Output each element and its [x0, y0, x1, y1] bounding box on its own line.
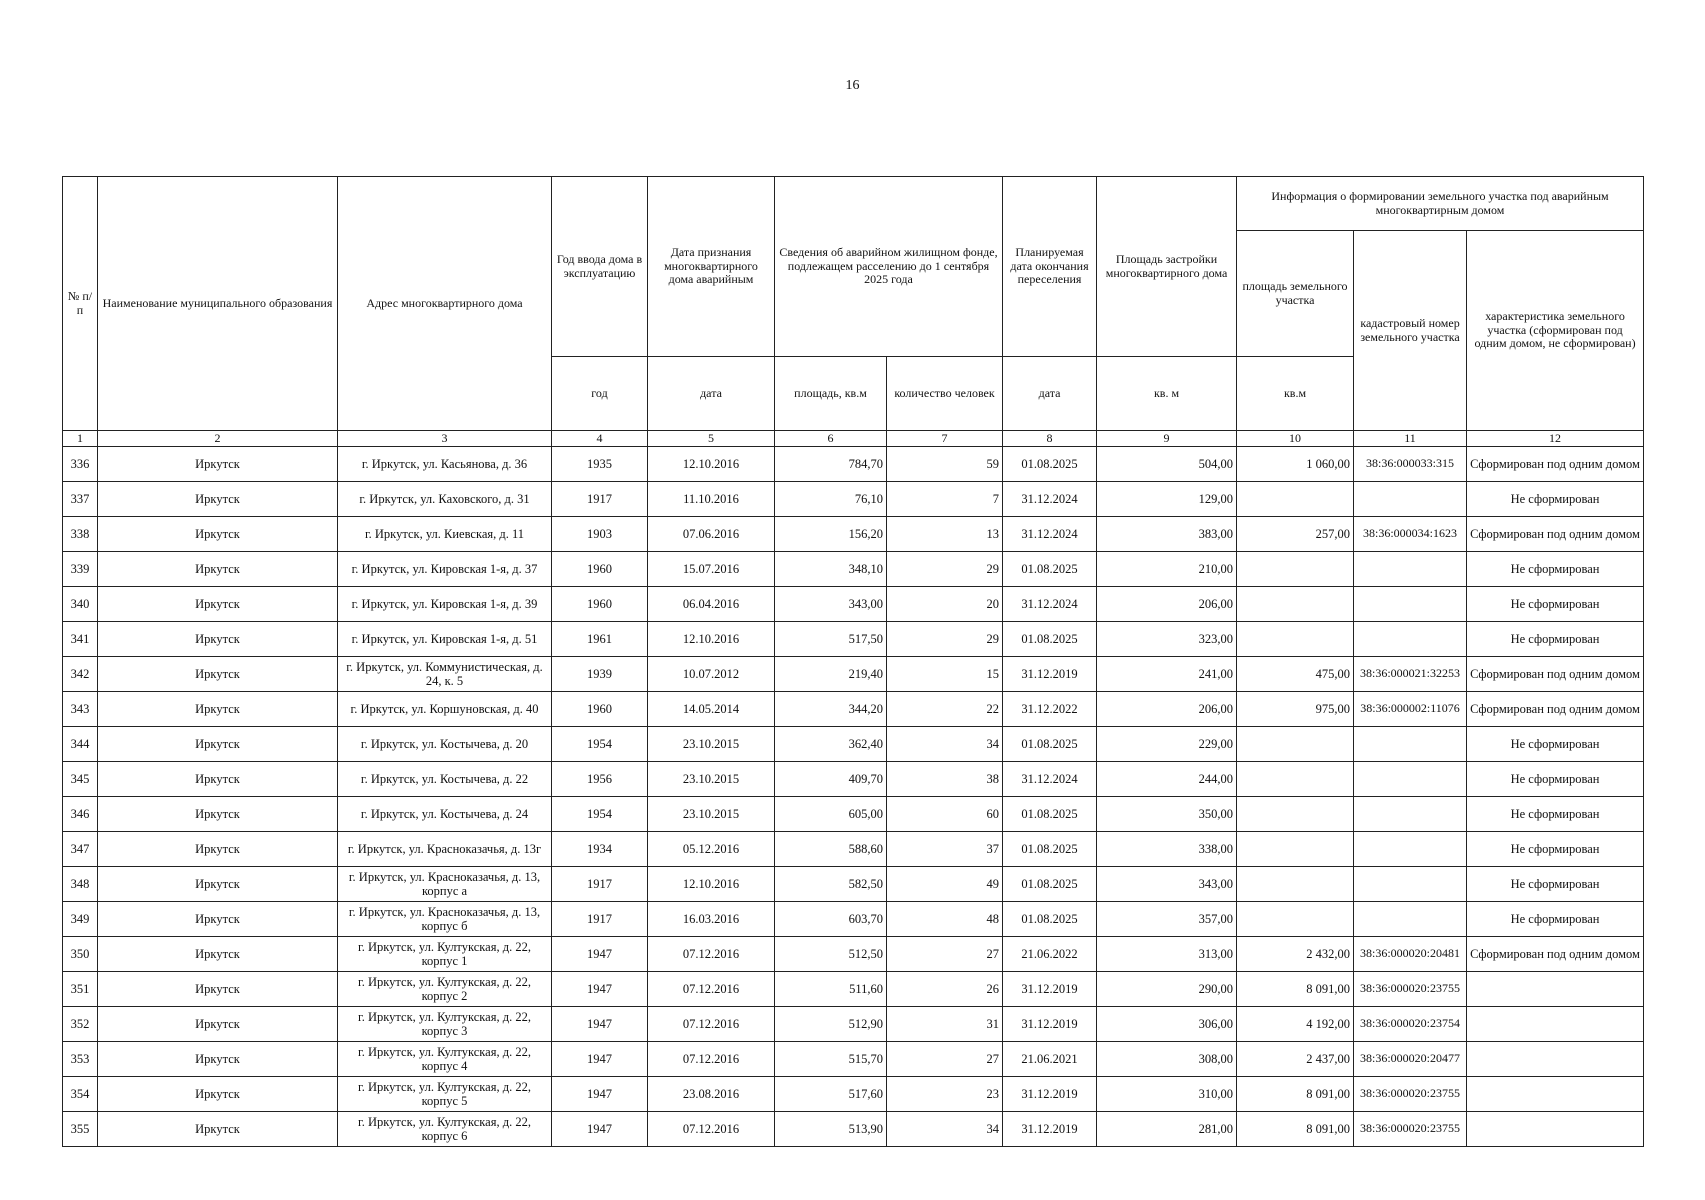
cell-people: 31 — [887, 1007, 1003, 1042]
cell-people: 29 — [887, 552, 1003, 587]
header-build-area: Площадь застройки многоквартирного дома — [1097, 177, 1237, 357]
cell-address: г. Иркутск, ул. Коммунистическая, д. 24, к. 5 — [338, 657, 552, 692]
cell-people: 26 — [887, 972, 1003, 1007]
cell-land-char: Сформирован под одним домом — [1467, 657, 1644, 692]
cell-people: 38 — [887, 762, 1003, 797]
cell-cadastral — [1354, 762, 1467, 797]
cell-address: г. Иркутск, ул. Красноказачья, д. 13, корпус а — [338, 867, 552, 902]
cell-planned-date: 31.12.2019 — [1003, 1007, 1097, 1042]
cell-build-area: 308,00 — [1097, 1042, 1237, 1077]
cell-land-char: Не сформирован — [1467, 727, 1644, 762]
cell-num: 352 — [63, 1007, 98, 1042]
cell-year-built: 1954 — [552, 727, 648, 762]
cell-date-emergency: 12.10.2016 — [648, 622, 775, 657]
cell-planned-date: 01.08.2025 — [1003, 867, 1097, 902]
table-body — [63, 447, 1644, 1147]
column-number: 8 — [1003, 431, 1097, 447]
cell-address: г. Иркутск, ул. Кировская 1-я, д. 39 — [338, 587, 552, 622]
cell-cadastral — [1354, 482, 1467, 517]
cell-date-emergency: 16.03.2016 — [648, 902, 775, 937]
cell-municipality: Иркутск — [98, 937, 338, 972]
cell-people: 37 — [887, 832, 1003, 867]
cell-num: 341 — [63, 622, 98, 657]
cell-land-area: 2 432,00 — [1237, 937, 1354, 972]
header-year-built: Год ввода дома в эксплуатацию — [552, 177, 648, 357]
cell-num: 346 — [63, 797, 98, 832]
column-number-row — [63, 431, 1644, 447]
cell-year-built: 1960 — [552, 692, 648, 727]
cell-municipality: Иркутск — [98, 972, 338, 1007]
cell-num: 353 — [63, 1042, 98, 1077]
header-num: № п/п — [63, 177, 98, 431]
cell-planned-date: 01.08.2025 — [1003, 727, 1097, 762]
cell-land-char: Не сформирован — [1467, 622, 1644, 657]
cell-people: 48 — [887, 902, 1003, 937]
cell-year-built: 1956 — [552, 762, 648, 797]
header-municipality: Наименование муниципального образования — [98, 177, 338, 431]
cell-year-built: 1960 — [552, 552, 648, 587]
cell-area: 517,60 — [775, 1077, 887, 1112]
cell-land-area: 4 192,00 — [1237, 1007, 1354, 1042]
cell-people: 34 — [887, 1112, 1003, 1147]
cell-planned-date: 21.06.2022 — [1003, 937, 1097, 972]
cell-num: 351 — [63, 972, 98, 1007]
cell-land-area — [1237, 587, 1354, 622]
cell-date-emergency: 23.08.2016 — [648, 1077, 775, 1112]
header-unit-year: год — [552, 357, 648, 431]
cell-build-area: 313,00 — [1097, 937, 1237, 972]
cell-planned-date: 31.12.2019 — [1003, 1112, 1097, 1147]
cell-land-area: 2 437,00 — [1237, 1042, 1354, 1077]
cell-municipality: Иркутск — [98, 482, 338, 517]
cell-date-emergency: 07.12.2016 — [648, 1042, 775, 1077]
cell-planned-date: 31.12.2024 — [1003, 762, 1097, 797]
cell-planned-date: 01.08.2025 — [1003, 797, 1097, 832]
cell-land-char: Сформирован под одним домом — [1467, 692, 1644, 727]
cell-people: 23 — [887, 1077, 1003, 1112]
cell-area: 588,60 — [775, 832, 887, 867]
cell-area: 343,00 — [775, 587, 887, 622]
header-land-char: характеристика земельного участка (сформирован под одним домом, не сформирован) — [1467, 231, 1644, 431]
cell-year-built: 1939 — [552, 657, 648, 692]
cell-cadastral: 38:36:000033:315 — [1354, 447, 1467, 482]
cell-address: г. Иркутск, ул. Култукская, д. 22, корпус 2 — [338, 972, 552, 1007]
cell-cadastral — [1354, 587, 1467, 622]
table-row — [63, 1077, 1644, 1112]
cell-year-built: 1947 — [552, 1007, 648, 1042]
column-number: 12 — [1467, 431, 1644, 447]
cell-land-area — [1237, 867, 1354, 902]
cell-cadastral — [1354, 797, 1467, 832]
cell-people: 60 — [887, 797, 1003, 832]
cell-municipality: Иркутск — [98, 692, 338, 727]
cell-build-area: 323,00 — [1097, 622, 1237, 657]
cell-date-emergency: 23.10.2015 — [648, 797, 775, 832]
cell-year-built: 1947 — [552, 1112, 648, 1147]
cell-people: 49 — [887, 867, 1003, 902]
cell-area: 603,70 — [775, 902, 887, 937]
cell-municipality: Иркутск — [98, 657, 338, 692]
cell-area: 409,70 — [775, 762, 887, 797]
cell-year-built: 1903 — [552, 517, 648, 552]
cell-land-char — [1467, 972, 1644, 1007]
cell-planned-date: 01.08.2025 — [1003, 622, 1097, 657]
cell-land-char — [1467, 1042, 1644, 1077]
header-unit-people: количество человек — [887, 357, 1003, 431]
table-row — [63, 832, 1644, 867]
cell-date-emergency: 06.04.2016 — [648, 587, 775, 622]
cell-land-char: Сформирован под одним домом — [1467, 937, 1644, 972]
cell-address: г. Иркутск, ул. Костычева, д. 24 — [338, 797, 552, 832]
cell-address: г. Иркутск, ул. Култукская, д. 22, корпус 4 — [338, 1042, 552, 1077]
table-row — [63, 1112, 1644, 1147]
cell-land-area — [1237, 622, 1354, 657]
cell-num: 354 — [63, 1077, 98, 1112]
cell-planned-date: 31.12.2019 — [1003, 972, 1097, 1007]
cell-land-area: 8 091,00 — [1237, 1112, 1354, 1147]
cell-address: г. Иркутск, ул. Коршуновская, д. 40 — [338, 692, 552, 727]
cell-municipality: Иркутск — [98, 1077, 338, 1112]
cell-build-area: 281,00 — [1097, 1112, 1237, 1147]
cell-build-area: 129,00 — [1097, 482, 1237, 517]
column-number: 3 — [338, 431, 552, 447]
cell-num: 355 — [63, 1112, 98, 1147]
cell-date-emergency: 07.12.2016 — [648, 937, 775, 972]
cell-municipality: Иркутск — [98, 447, 338, 482]
cell-land-area — [1237, 762, 1354, 797]
cell-municipality: Иркутск — [98, 832, 338, 867]
cell-land-area: 975,00 — [1237, 692, 1354, 727]
cell-land-char: Не сформирован — [1467, 552, 1644, 587]
cell-build-area: 206,00 — [1097, 692, 1237, 727]
header-housing-info: Сведения об аварийном жилищном фонде, подлежащем расселению до 1 сентября 2025 года — [775, 177, 1003, 357]
cell-municipality: Иркутск — [98, 1042, 338, 1077]
cell-area: 219,40 — [775, 657, 887, 692]
column-number: 6 — [775, 431, 887, 447]
cell-num: 345 — [63, 762, 98, 797]
cell-area: 511,60 — [775, 972, 887, 1007]
cell-num: 343 — [63, 692, 98, 727]
column-number: 2 — [98, 431, 338, 447]
cell-year-built: 1947 — [552, 1077, 648, 1112]
cell-date-emergency: 11.10.2016 — [648, 482, 775, 517]
cell-people: 15 — [887, 657, 1003, 692]
cell-land-area — [1237, 482, 1354, 517]
cell-date-emergency: 07.12.2016 — [648, 972, 775, 1007]
cell-land-area: 475,00 — [1237, 657, 1354, 692]
table-row — [63, 447, 1644, 482]
cell-cadastral: 38:36:000021:32253 — [1354, 657, 1467, 692]
cell-num: 347 — [63, 832, 98, 867]
cell-municipality: Иркутск — [98, 762, 338, 797]
cell-area: 348,10 — [775, 552, 887, 587]
cell-address: г. Иркутск, ул. Култукская, д. 22, корпус 5 — [338, 1077, 552, 1112]
cell-people: 13 — [887, 517, 1003, 552]
cell-address: г. Иркутск, ул. Кировская 1-я, д. 37 — [338, 552, 552, 587]
cell-build-area: 504,00 — [1097, 447, 1237, 482]
cell-land-char: Не сформирован — [1467, 902, 1644, 937]
cell-date-emergency: 07.06.2016 — [648, 517, 775, 552]
header-date-emergency: Дата признания многоквартирного дома аварийным — [648, 177, 775, 357]
cell-land-area: 8 091,00 — [1237, 972, 1354, 1007]
table-row — [63, 692, 1644, 727]
cell-year-built: 1947 — [552, 972, 648, 1007]
column-number: 4 — [552, 431, 648, 447]
cell-planned-date: 01.08.2025 — [1003, 447, 1097, 482]
cell-address: г. Иркутск, ул. Костычева, д. 20 — [338, 727, 552, 762]
cell-planned-date: 01.08.2025 — [1003, 832, 1097, 867]
cell-cadastral: 38:36:000020:20477 — [1354, 1042, 1467, 1077]
cell-date-emergency: 10.07.2012 — [648, 657, 775, 692]
cell-land-char — [1467, 1077, 1644, 1112]
cell-date-emergency: 07.12.2016 — [648, 1007, 775, 1042]
cell-municipality: Иркутск — [98, 867, 338, 902]
cell-area: 784,70 — [775, 447, 887, 482]
cell-address: г. Иркутск, ул. Костычева, д. 22 — [338, 762, 552, 797]
cell-people: 7 — [887, 482, 1003, 517]
emergency-housing-table — [62, 176, 1644, 1147]
cell-year-built: 1935 — [552, 447, 648, 482]
cell-land-area: 1 060,00 — [1237, 447, 1354, 482]
table-row — [63, 972, 1644, 1007]
cell-address: г. Иркутск, ул. Култукская, д. 22, корпус 6 — [338, 1112, 552, 1147]
cell-area: 512,50 — [775, 937, 887, 972]
cell-address: г. Иркутск, ул. Киевская, д. 11 — [338, 517, 552, 552]
header-land-info: Информация о формировании земельного участка под аварийным многоквартирным домом — [1237, 177, 1644, 231]
cell-area: 344,20 — [775, 692, 887, 727]
column-number: 7 — [887, 431, 1003, 447]
cell-num: 340 — [63, 587, 98, 622]
cell-cadastral: 38:36:000020:23755 — [1354, 1077, 1467, 1112]
cell-people: 20 — [887, 587, 1003, 622]
cell-land-area: 8 091,00 — [1237, 1077, 1354, 1112]
cell-municipality: Иркутск — [98, 587, 338, 622]
cell-land-area — [1237, 797, 1354, 832]
cell-build-area: 206,00 — [1097, 587, 1237, 622]
cell-cadastral — [1354, 902, 1467, 937]
cell-planned-date: 31.12.2024 — [1003, 482, 1097, 517]
header-cadastral: кадастровый номер земельного участка — [1354, 231, 1467, 431]
cell-land-char: Не сформирован — [1467, 867, 1644, 902]
cell-municipality: Иркутск — [98, 517, 338, 552]
cell-municipality: Иркутск — [98, 727, 338, 762]
cell-cadastral — [1354, 727, 1467, 762]
header-address: Адрес многоквартирного дома — [338, 177, 552, 431]
cell-date-emergency: 23.10.2015 — [648, 762, 775, 797]
header-unit-sqm2: кв.м — [1237, 357, 1354, 431]
table-row — [63, 1042, 1644, 1077]
cell-land-area: 257,00 — [1237, 517, 1354, 552]
cell-year-built: 1917 — [552, 902, 648, 937]
cell-municipality: Иркутск — [98, 1007, 338, 1042]
header-unit-area: площадь, кв.м — [775, 357, 887, 431]
cell-municipality: Иркутск — [98, 622, 338, 657]
cell-land-area — [1237, 902, 1354, 937]
cell-num: 349 — [63, 902, 98, 937]
cell-build-area: 244,00 — [1097, 762, 1237, 797]
cell-land-char: Не сформирован — [1467, 482, 1644, 517]
cell-num: 339 — [63, 552, 98, 587]
cell-area: 517,50 — [775, 622, 887, 657]
cell-year-built: 1961 — [552, 622, 648, 657]
cell-year-built: 1960 — [552, 587, 648, 622]
column-number: 5 — [648, 431, 775, 447]
header-land-area: площадь земельного участка — [1237, 231, 1354, 357]
cell-area: 605,00 — [775, 797, 887, 832]
cell-address: г. Иркутск, ул. Каховского, д. 31 — [338, 482, 552, 517]
cell-cadastral — [1354, 552, 1467, 587]
cell-year-built: 1947 — [552, 1042, 648, 1077]
cell-address: г. Иркутск, ул. Култукская, д. 22, корпус 1 — [338, 937, 552, 972]
cell-date-emergency: 14.05.2014 — [648, 692, 775, 727]
cell-municipality: Иркутск — [98, 552, 338, 587]
cell-planned-date: 31.12.2024 — [1003, 587, 1097, 622]
header-unit-date2: дата — [1003, 357, 1097, 431]
table-header — [63, 177, 1644, 447]
table-row — [63, 657, 1644, 692]
column-number: 10 — [1237, 431, 1354, 447]
cell-build-area: 229,00 — [1097, 727, 1237, 762]
cell-people: 27 — [887, 937, 1003, 972]
header-unit-sqm: кв. м — [1097, 357, 1237, 431]
cell-land-char: Не сформирован — [1467, 762, 1644, 797]
table-row — [63, 552, 1644, 587]
table-row — [63, 587, 1644, 622]
cell-num: 338 — [63, 517, 98, 552]
cell-cadastral — [1354, 867, 1467, 902]
cell-date-emergency: 05.12.2016 — [648, 832, 775, 867]
cell-area: 513,90 — [775, 1112, 887, 1147]
cell-year-built: 1947 — [552, 937, 648, 972]
cell-area: 76,10 — [775, 482, 887, 517]
cell-build-area: 290,00 — [1097, 972, 1237, 1007]
cell-year-built: 1917 — [552, 482, 648, 517]
table-row — [63, 902, 1644, 937]
cell-area: 582,50 — [775, 867, 887, 902]
cell-people: 22 — [887, 692, 1003, 727]
cell-area: 515,70 — [775, 1042, 887, 1077]
cell-area: 156,20 — [775, 517, 887, 552]
cell-address: г. Иркутск, ул. Кировская 1-я, д. 51 — [338, 622, 552, 657]
cell-planned-date: 31.12.2022 — [1003, 692, 1097, 727]
cell-land-char — [1467, 1112, 1644, 1147]
cell-planned-date: 01.08.2025 — [1003, 552, 1097, 587]
cell-land-char: Сформирован под одним домом — [1467, 517, 1644, 552]
cell-land-char: Не сформирован — [1467, 587, 1644, 622]
cell-date-emergency: 12.10.2016 — [648, 447, 775, 482]
cell-land-char: Не сформирован — [1467, 797, 1644, 832]
cell-area: 362,40 — [775, 727, 887, 762]
cell-municipality: Иркутск — [98, 902, 338, 937]
cell-cadastral: 38:36:000020:23755 — [1354, 1112, 1467, 1147]
cell-planned-date: 31.12.2019 — [1003, 1077, 1097, 1112]
column-number: 11 — [1354, 431, 1467, 447]
cell-date-emergency: 23.10.2015 — [648, 727, 775, 762]
table-row — [63, 762, 1644, 797]
cell-build-area: 350,00 — [1097, 797, 1237, 832]
table-row — [63, 517, 1644, 552]
cell-municipality: Иркутск — [98, 797, 338, 832]
cell-people: 27 — [887, 1042, 1003, 1077]
table-row — [63, 1007, 1644, 1042]
cell-build-area: 241,00 — [1097, 657, 1237, 692]
cell-build-area: 357,00 — [1097, 902, 1237, 937]
cell-area: 512,90 — [775, 1007, 887, 1042]
cell-planned-date: 31.12.2024 — [1003, 517, 1097, 552]
cell-cadastral: 38:36:000020:20481 — [1354, 937, 1467, 972]
cell-cadastral: 38:36:000034:1623 — [1354, 517, 1467, 552]
table-row — [63, 482, 1644, 517]
cell-cadastral: 38:36:000020:23754 — [1354, 1007, 1467, 1042]
header-planned-date: Планируемая дата окончания переселения — [1003, 177, 1097, 357]
cell-build-area: 383,00 — [1097, 517, 1237, 552]
cell-build-area: 343,00 — [1097, 867, 1237, 902]
cell-num: 350 — [63, 937, 98, 972]
cell-land-char — [1467, 1007, 1644, 1042]
column-number: 9 — [1097, 431, 1237, 447]
cell-planned-date: 21.06.2021 — [1003, 1042, 1097, 1077]
cell-date-emergency: 07.12.2016 — [648, 1112, 775, 1147]
header-unit-date: дата — [648, 357, 775, 431]
cell-planned-date: 01.08.2025 — [1003, 902, 1097, 937]
cell-date-emergency: 12.10.2016 — [648, 867, 775, 902]
table-row — [63, 797, 1644, 832]
cell-cadastral — [1354, 832, 1467, 867]
cell-address: г. Иркутск, ул. Касьянова, д. 36 — [338, 447, 552, 482]
cell-people: 29 — [887, 622, 1003, 657]
cell-people: 34 — [887, 727, 1003, 762]
column-number: 1 — [63, 431, 98, 447]
cell-land-area — [1237, 832, 1354, 867]
cell-num: 336 — [63, 447, 98, 482]
cell-num: 337 — [63, 482, 98, 517]
cell-people: 59 — [887, 447, 1003, 482]
cell-date-emergency: 15.07.2016 — [648, 552, 775, 587]
cell-build-area: 210,00 — [1097, 552, 1237, 587]
cell-land-char: Сформирован под одним домом — [1467, 447, 1644, 482]
cell-num: 348 — [63, 867, 98, 902]
cell-cadastral — [1354, 622, 1467, 657]
cell-address: г. Иркутск, ул. Красноказачья, д. 13, корпус б — [338, 902, 552, 937]
table-row — [63, 867, 1644, 902]
cell-year-built: 1954 — [552, 797, 648, 832]
cell-land-char: Не сформирован — [1467, 832, 1644, 867]
cell-address: г. Иркутск, ул. Краснoказачья, д. 13г — [338, 832, 552, 867]
cell-land-area — [1237, 552, 1354, 587]
table-row — [63, 937, 1644, 972]
cell-build-area: 306,00 — [1097, 1007, 1237, 1042]
cell-address: г. Иркутск, ул. Култукская, д. 22, корпус 3 — [338, 1007, 552, 1042]
cell-cadastral: 38:36:000002:11076 — [1354, 692, 1467, 727]
table-row — [63, 727, 1644, 762]
cell-municipality: Иркутск — [98, 1112, 338, 1147]
cell-build-area: 310,00 — [1097, 1077, 1237, 1112]
cell-planned-date: 31.12.2019 — [1003, 657, 1097, 692]
cell-land-area — [1237, 727, 1354, 762]
cell-num: 344 — [63, 727, 98, 762]
page-number: 16 — [845, 78, 860, 93]
cell-year-built: 1934 — [552, 832, 648, 867]
table-row — [63, 622, 1644, 657]
cell-year-built: 1917 — [552, 867, 648, 902]
cell-cadastral: 38:36:000020:23755 — [1354, 972, 1467, 1007]
cell-build-area: 338,00 — [1097, 832, 1237, 867]
cell-num: 342 — [63, 657, 98, 692]
